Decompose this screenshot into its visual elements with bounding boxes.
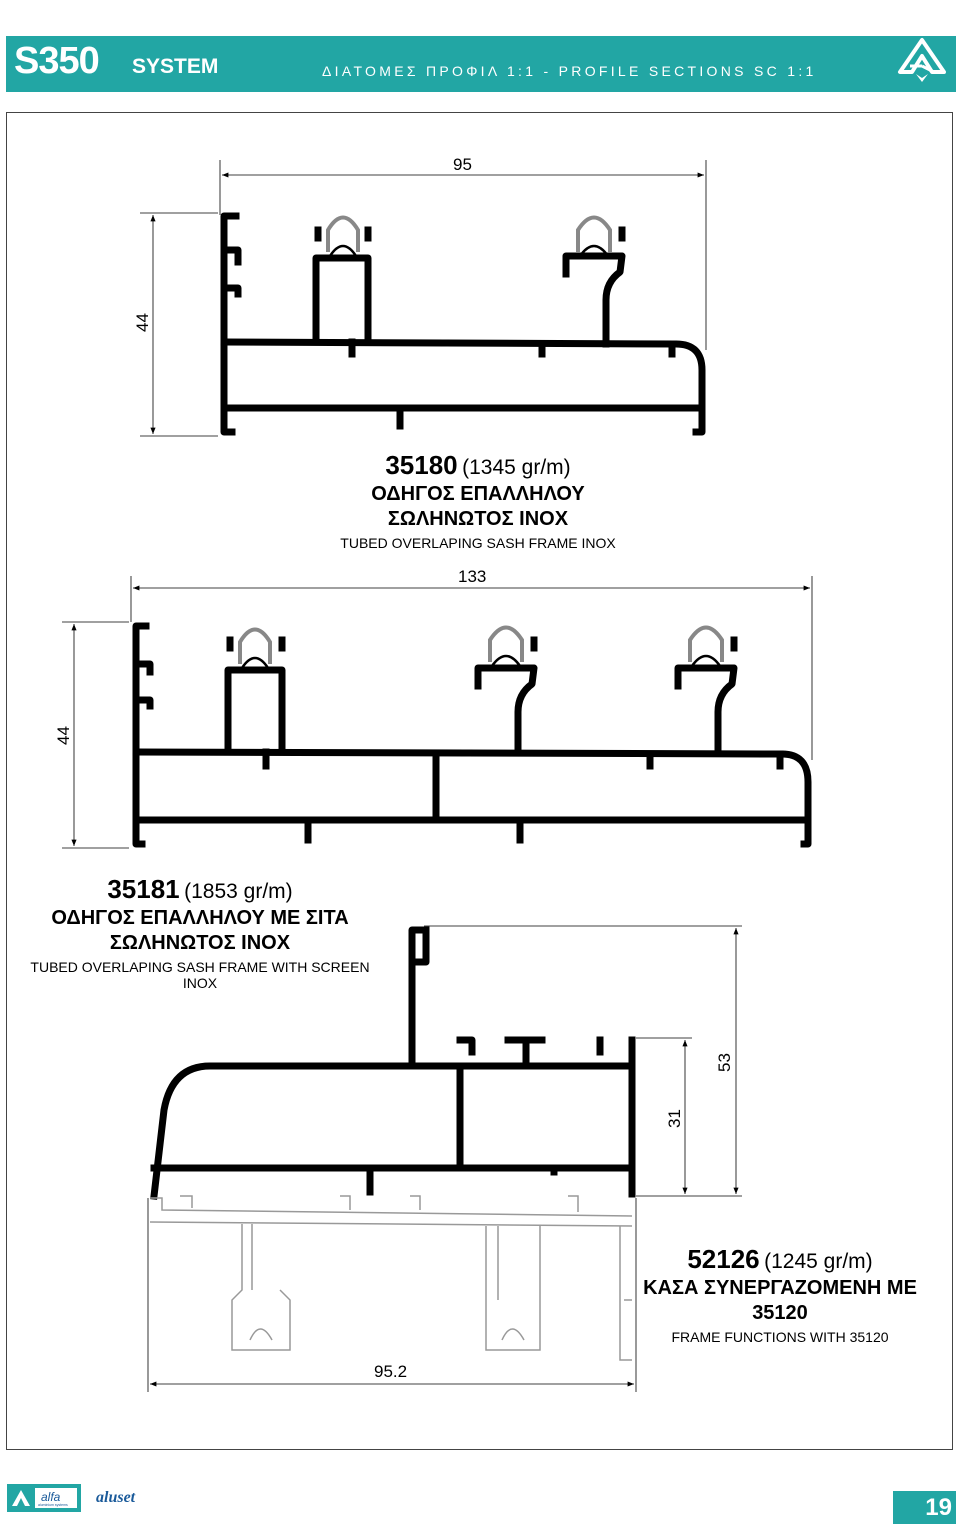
dim-52126-width: 95.2 bbox=[374, 1362, 408, 1381]
profile-name-gr-1: ΟΔΗΓΟΣ ΕΠΑΛΛΗΛΟΥ bbox=[371, 483, 585, 505]
aluset-brand: aluset bbox=[96, 1489, 136, 1506]
dim-35180-width: 95 bbox=[453, 155, 472, 174]
profile-name-en: FRAME FUNCTIONS WITH 35120 bbox=[671, 1329, 889, 1345]
profile-name-gr-2: ΣΩΛΗΝΩΤΟΣ INOX bbox=[387, 508, 569, 530]
caption-35181 bbox=[30, 874, 370, 991]
profile-name-gr-1: ΟΔΗΓΟΣ ΕΠΑΛΛΗΛΟΥ ΜΕ ΣΙΤΑ bbox=[51, 907, 349, 929]
profile-name-en: TUBED OVERLAPING SASH FRAME WITH SCREEN INOX bbox=[30, 959, 370, 991]
profile-weight: (1245 gr/m) bbox=[764, 1250, 873, 1273]
dim-35181-width: 133 bbox=[458, 567, 487, 586]
caption-35180 bbox=[318, 450, 638, 551]
system-label: SYSTEM bbox=[132, 55, 219, 78]
profile-code: 52126 bbox=[687, 1244, 760, 1274]
profile-name-gr-2: ΣΩΛΗΝΩΤΟΣ INOX bbox=[109, 932, 291, 954]
page-title: ΔΙΑΤΟΜΕΣ ΠΡΟΦΙΛ 1:1 - PROFILE SECTIONS SC 1:1 bbox=[322, 63, 817, 79]
dim-35181-height: 44 bbox=[54, 726, 73, 745]
caption-52126 bbox=[640, 1244, 920, 1345]
alfa-aluminium-logo bbox=[7, 1484, 81, 1512]
profile-code: 35181 bbox=[107, 874, 180, 904]
profile-weight: (1853 gr/m) bbox=[184, 880, 293, 903]
profile-name-gr-1: ΚΑΣΑ ΣΥΝΕΡΓΑΖΟΜΕΝΗ ΜΕ bbox=[643, 1277, 917, 1299]
profile-name-en: TUBED OVERLAPING SASH FRAME INOX bbox=[340, 535, 616, 551]
system-model: S350 bbox=[14, 40, 99, 82]
page-number: 19 bbox=[893, 1491, 956, 1524]
profile-35181-section bbox=[62, 576, 812, 848]
dim-52126-height-53: 53 bbox=[715, 1053, 734, 1072]
dim-35180-height: 44 bbox=[133, 313, 152, 332]
alfa-logo-text: alfa bbox=[41, 1490, 61, 1504]
alfa-logo-subtext: aluminium systems bbox=[38, 1503, 68, 1507]
profile-code: 35180 bbox=[385, 450, 458, 480]
profile-weight: (1345 gr/m) bbox=[462, 456, 571, 479]
profile-name-gr-2: 35120 bbox=[752, 1302, 808, 1324]
dim-52126-height-31: 31 bbox=[665, 1109, 684, 1128]
profile-35180-section bbox=[140, 160, 706, 436]
